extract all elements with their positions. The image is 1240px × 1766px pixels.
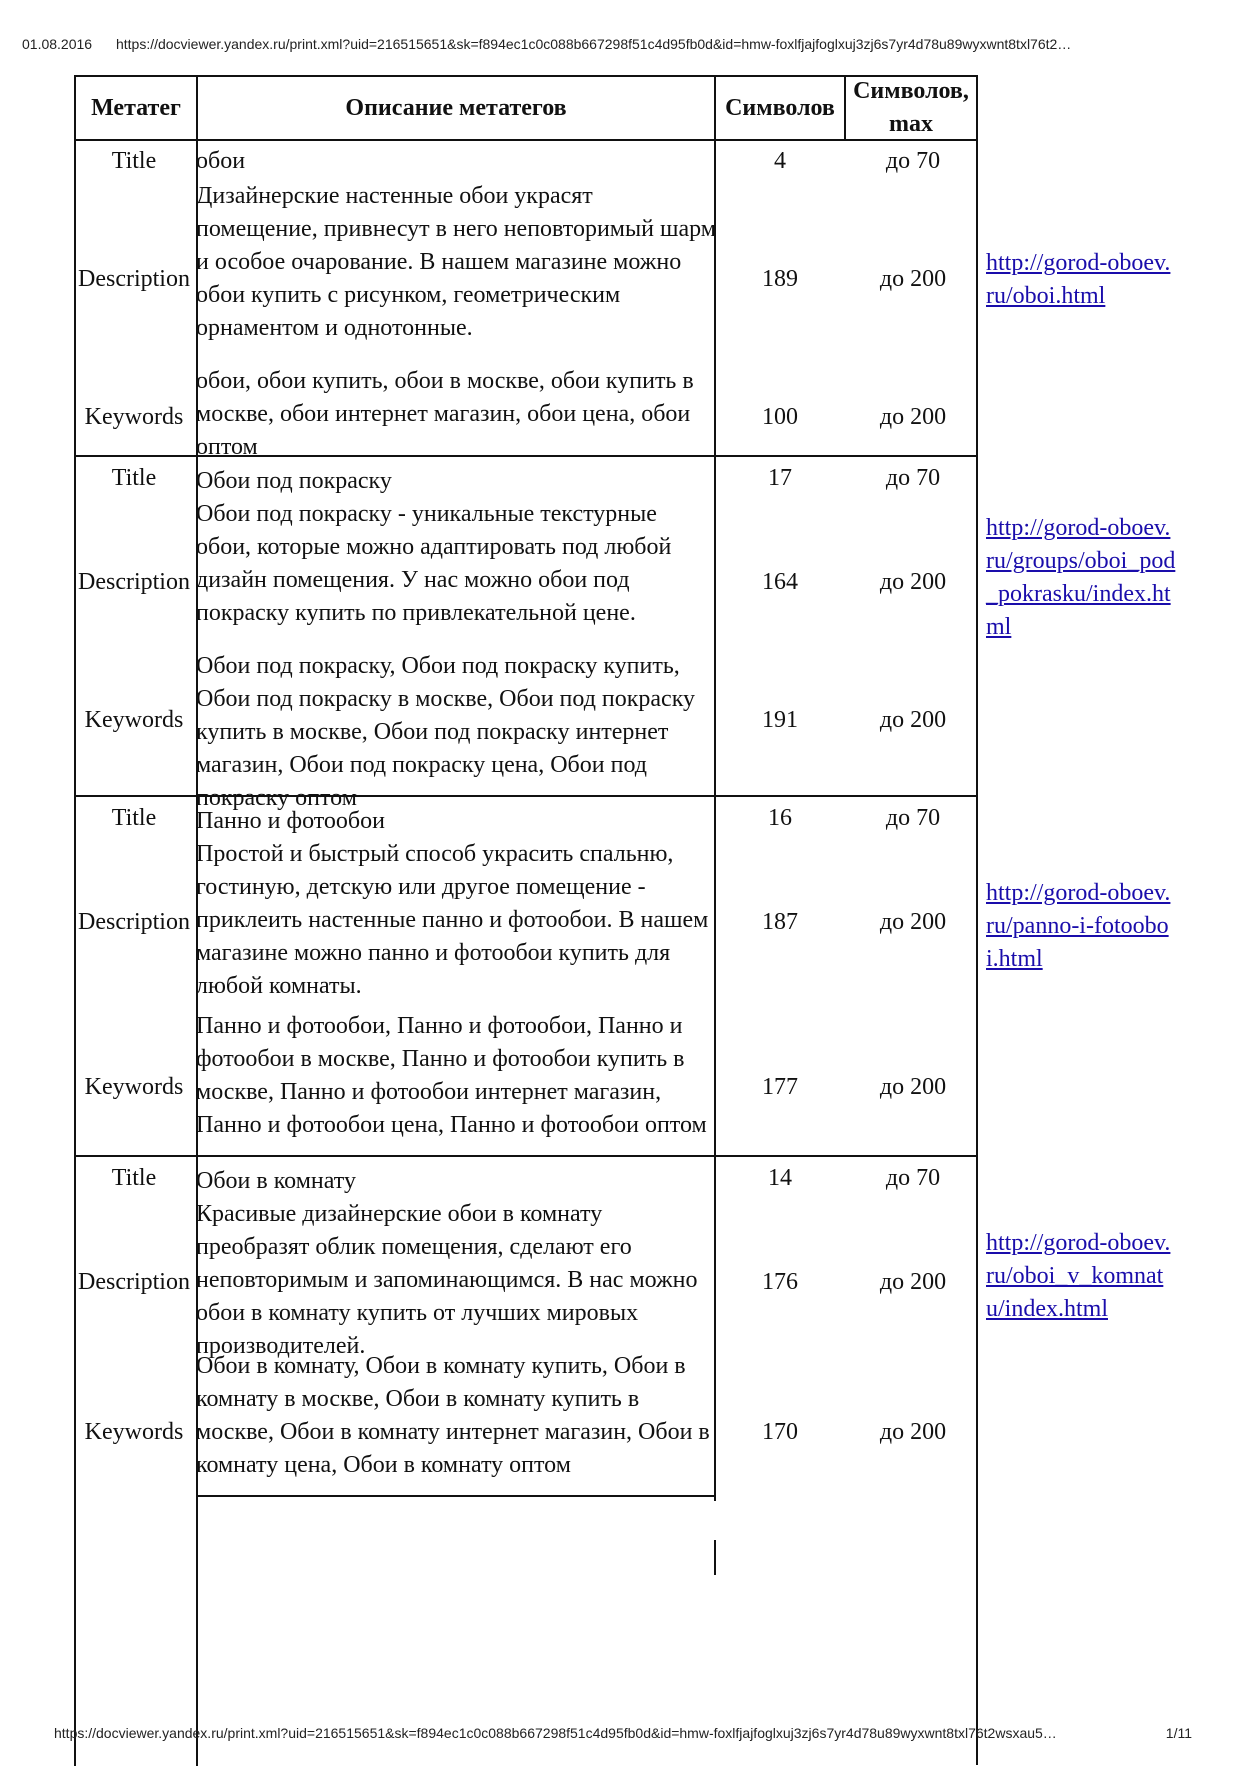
column-header-meta: Метатег [91,94,181,121]
page-url-link[interactable]: http://gorod-oboev.ru/panno-i-fotooboi.html [986,880,1171,972]
print-date: 01.08.2016 [22,36,93,52]
title-text: Панно и фотообои [196,808,385,834]
chars-count: 100 [762,403,798,430]
meta-keywords-label: Keywords [84,1419,184,1445]
chars-count: 189 [762,265,798,292]
column-header-max: Символов, max [853,78,969,137]
meta-title-label: Title [111,1165,157,1191]
chars-max: до 70 [885,1165,941,1191]
chars-count: 187 [762,909,798,935]
meta-keywords-label: Keywords [84,403,184,430]
chars-max: до 70 [885,805,941,831]
chars-count: 17 [768,465,792,491]
keywords-text: обои, обои купить, обои в москве, обои купить в москве, обои интернет магазин, обои цена, обои оптом [196,368,694,460]
print-url: https://docviewer.yandex.ru/print.xml?uid=216515651&sk=f894ec1c0c088b667298f51c4d95fb0d&id=hmw-foxlfjajfoglxuj3zj6s7yr4d78u89wyxwnt8txl76t2… [115,36,1072,52]
description-text: Простой и быстрый способ украсить спальню, гостиную, детскую или другое помещение - приклеить настенные панно и фотообои. В нашем магазине можно панно и фотообои купить для любой комнаты. [196,841,709,999]
title-text: обои [196,148,246,174]
meta-description-label: Description [78,265,190,292]
page-url-link[interactable]: http://gorod-oboev.ru/oboi.html [986,250,1171,309]
description-text: Обои под покраску - уникальные текстурные обои, которые можно адаптировать под любой дизайн помещения. У нас можно обои под покраску купить по привлекательной цене. [196,501,672,626]
chars-max: до 200 [879,706,947,733]
page-url-link[interactable]: http://gorod-oboev.ru/oboi_v_komnatu/index.html [986,1230,1171,1322]
chars-max: до 200 [879,265,947,292]
chars-count: 176 [762,1269,798,1295]
chars-count: 177 [762,1074,798,1100]
column-header-description: Описание метатегов [345,94,567,121]
meta-keywords-label: Keywords [84,706,184,733]
print-footer [54,1725,1192,1741]
description-text: Красивые дизайнерские обои в комнату преобразят облик помещения, сделают его неповторимым и запоминающимся. В нас можно обои в комнату купить от лучших мировых производителей. [196,1201,698,1359]
column-header-chars: Символов [725,94,835,121]
chars-count: 170 [762,1419,798,1445]
chars-max: до 200 [879,1074,947,1100]
chars-max: до 200 [879,909,947,935]
meta-title-label: Title [111,805,157,831]
chars-count: 4 [774,148,786,174]
chars-max: до 200 [879,1269,947,1295]
page-number: 1/11 [1165,1725,1192,1741]
description-text: Дизайнерские настенные обои украсят помещение, привнесут в него неповторимый шарм и особое очарование. В нашем магазине можно обои купить с рисунком, геометрическим орнаментом и однотонные. [196,183,716,341]
meta-description-label: Description [78,1269,190,1295]
meta-title-label: Title [111,148,157,174]
chars-count: 14 [768,1165,792,1191]
page-url-link[interactable]: http://gorod-oboev.ru/groups/oboi_pod_pokrasku/index.html [986,515,1176,640]
title-text: Обои под покраску [196,468,392,494]
meta-description-label: Description [78,909,190,935]
meta-title-label: Title [111,465,157,491]
meta-description-label: Description [78,569,190,595]
keywords-text: Обои в комнату, Обои в комнату купить, Обои в комнату в москве, Обои в комнату купить в москве, Обои в комнату интернет магазин, Обои в комнату цена, Обои в комнату оптом [196,1353,710,1478]
chars-max: до 200 [879,569,947,595]
chars-count: 16 [768,805,792,831]
footer-url: https://docviewer.yandex.ru/print.xml?uid=216515651&sk=f894ec1c0c088b667298f51c4d95fb0d&id=hmw-foxlfjajfoglxuj3zj6s7yr4d78u89wyxwnt8txl76t2wsxau5… [54,1725,1057,1741]
chars-count: 191 [762,706,798,733]
print-header [22,36,1071,52]
meta-keywords-label: Keywords [84,1074,184,1100]
keywords-text: Обои под покраску, Обои под покраску купить, Обои под покраску в москве, Обои под покраску купить в москве, Обои под покраску интернет магазин, Обои под покраску цена, Обои под покраску оптом [196,653,696,811]
chars-max: до 200 [879,1419,947,1445]
chars-max: до 70 [885,465,941,491]
chars-count: 164 [762,569,798,595]
title-text: Обои в комнату [196,1168,356,1194]
keywords-text: Панно и фотообои, Панно и фотообои, Панно и фотообои в москве, Панно и фотообои купить в москве, Панно и фотообои интернет магазин, Панно и фотообои цена, Панно и фотообои оптом [196,1013,707,1138]
chars-max: до 200 [879,403,947,430]
chars-max: до 70 [885,148,941,174]
